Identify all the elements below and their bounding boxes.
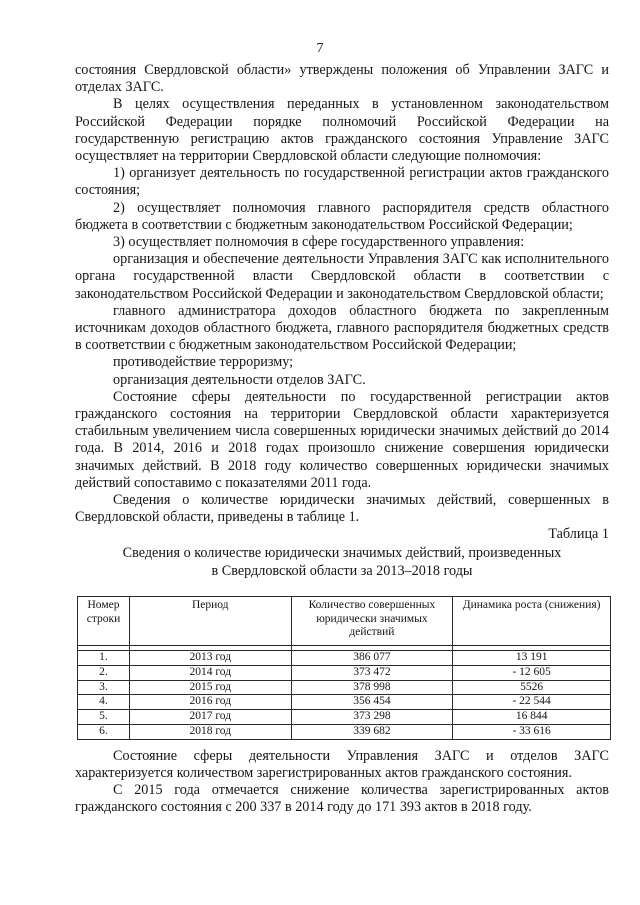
paragraph: организация деятельности отделов ЗАГС. [113, 371, 366, 388]
paragraphs-before-table [75, 62, 609, 526]
table-row [78, 665, 611, 680]
cell-dynamics: - 22 544 [453, 695, 611, 710]
header-row-number: Номер строки [78, 597, 130, 646]
cell-dynamics: - 12 605 [453, 665, 611, 680]
paragraph: С 2015 года отмечается снижение количества зарегистрированных актов гражданского состояния с 200 337 в 2014 году до 171 393 актов в 2018 году. [75, 782, 609, 816]
cell-dynamics: 5526 [453, 680, 611, 695]
table-caption-line-2: в Свердловской области за 2013–2018 годы [211, 562, 473, 579]
paragraph: В целях осуществления переданных в установленном законодательством Российской Федерации порядке полномочий Российской Федерации на государственную регистрацию актов гражданского состояния Управление ЗАГС осуществляет на территории Свердловской области следующие полномочия: [75, 96, 609, 165]
header-dynamics: Динамика роста (снижения) [453, 597, 611, 646]
cell-period: 2016 год [129, 695, 291, 710]
paragraph: противодействие терроризму; [113, 354, 294, 371]
cell-row-number: 1. [78, 651, 130, 666]
cell-period: 2014 год [129, 665, 291, 680]
cell-period: 2013 год [129, 651, 291, 666]
table-caption-line-1: Сведения о количестве юридически значимых действий, произведенных [122, 544, 562, 561]
cell-row-number: 5. [78, 710, 130, 725]
cell-row-number: 6. [78, 725, 130, 740]
paragraph: Состояние сферы деятельности Управления ЗАГС и отделов ЗАГС характеризуется количеством зарегистрированных актов гражданского состояния. [75, 747, 609, 782]
cell-count: 373 472 [291, 665, 453, 680]
data-table [77, 596, 611, 740]
paragraph: состояния Свердловской области» утверждены положения об Управлении ЗАГС и отделах ЗАГС. [75, 62, 609, 96]
paragraph: Состояние сферы деятельности по государственной регистрации актов гражданского состояния на территории Свердловской области характеризуется стабильным увеличением числа совершенных юридически значимых действий до 2014 года. В 2014, 2016 и 2018 годах произошло снижение совершения юридически значимых действий. В 2018 году количество совершенных юридически значимых действий сопоставимо с показателями 2011 года. [75, 388, 609, 491]
paragraphs-after-table [75, 748, 609, 817]
paragraph: 3) осуществляет полномочия в сфере государственного управления: [113, 234, 525, 251]
document-body [75, 62, 609, 817]
cell-period: 2018 год [129, 725, 291, 740]
cell-period: 2017 год [129, 710, 291, 725]
paragraph: 1) организует деятельность по государственной регистрации актов гражданского состояния; [75, 165, 609, 199]
cell-row-number: 3. [78, 680, 130, 695]
cell-dynamics: 13 191 [453, 651, 611, 666]
paragraph: Сведения о количестве юридически значимых действий, совершенных в Свердловской области, приведены в таблице 1. [75, 492, 609, 526]
table-row [78, 680, 611, 695]
table-row [78, 725, 611, 740]
table-label: Таблица 1 [548, 526, 609, 543]
cell-count: 386 077 [291, 651, 453, 666]
table-row [78, 710, 611, 725]
table-row [78, 651, 611, 666]
cell-dynamics: - 33 616 [453, 725, 611, 740]
cell-count: 356 454 [291, 695, 453, 710]
cell-row-number: 4. [78, 695, 130, 710]
cell-row-number: 2. [78, 665, 130, 680]
cell-count: 378 998 [291, 680, 453, 695]
cell-count: 373 298 [291, 710, 453, 725]
paragraph: 2) осуществляет полномочия главного распорядителя средств областного бюджета в соответствии с бюджетным законодательством Российской Федерации; [75, 199, 609, 233]
header-count: Количество совершенных юридически значимых действий [291, 597, 453, 646]
cell-period: 2015 год [129, 680, 291, 695]
page-number: 7 [316, 41, 324, 56]
table-row [78, 695, 611, 710]
cell-dynamics: 16 844 [453, 710, 611, 725]
header-period: Период [129, 597, 291, 646]
table-body [78, 646, 611, 740]
paragraph: организация и обеспечение деятельности Управления ЗАГС как исполнительного органа государственной власти Свердловской области в соответствии с законодательством Российской Федерации и законодательством Свердловской области; [75, 251, 609, 302]
paragraph: главного администратора доходов областного бюджета по закрепленным источникам доходов областного бюджета, главного распорядителя бюджетных средств в соответствии с бюджетным законодательством Российской Федерации; [75, 302, 609, 354]
table-header-row [78, 597, 611, 646]
cell-count: 339 682 [291, 725, 453, 740]
